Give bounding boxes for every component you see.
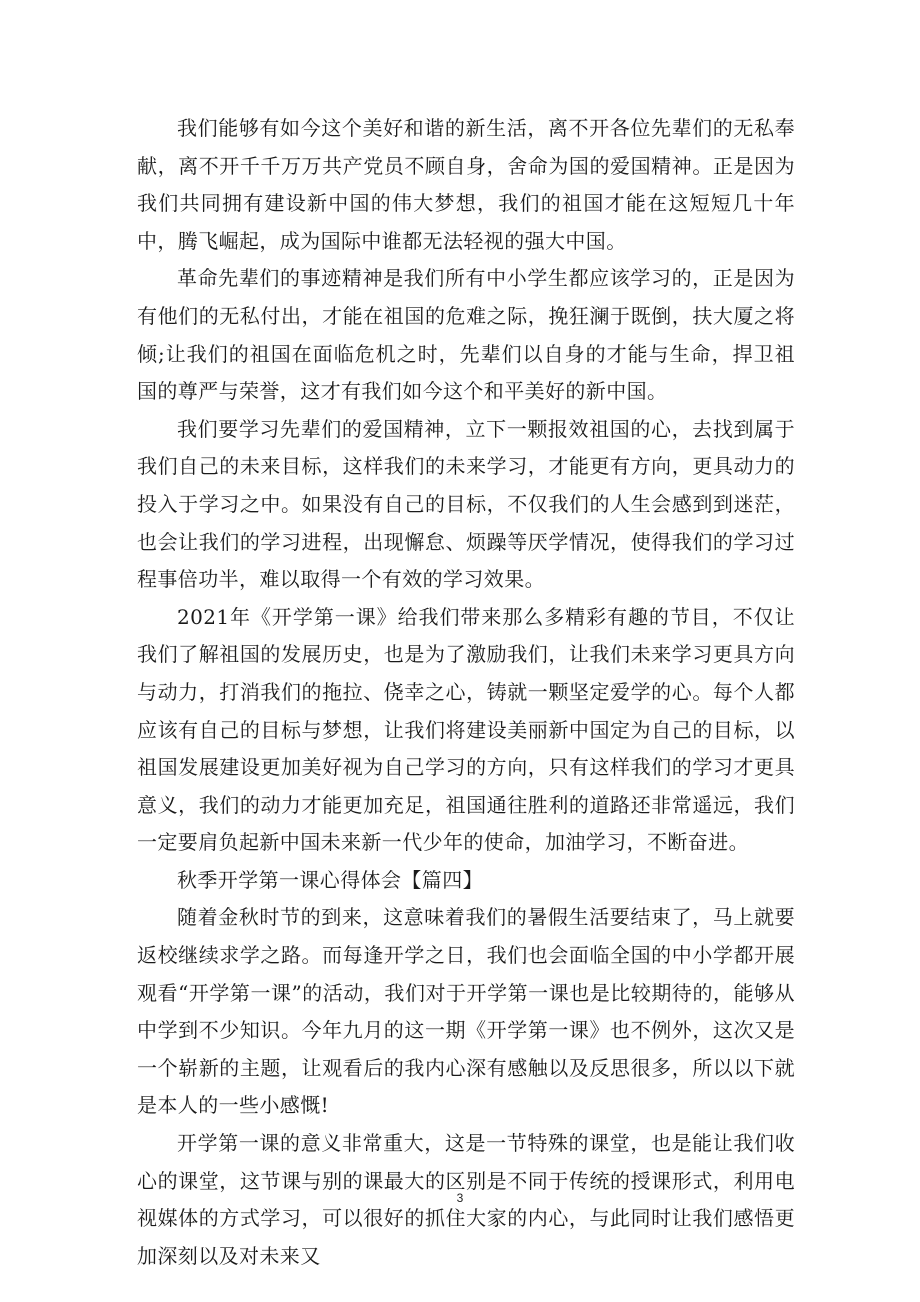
paragraph: 革命先辈们的事迹精神是我们所有中小学生都应该学习的，正是因为有他们的无私付出，才能在祖国的危难之际，挽狂澜于既倒，扶大厦之将倾;让我们的祖国在面临危机之时，先辈们以自身的才能与生命，捍卫祖国的尊严与荣誉，这才有我们如今这个和平美好的新中国。	[137, 266, 795, 404]
paragraph: 开学第一课的意义非常重大，这是一节特殊的课堂，也是能让我们收心的课堂，这节课与别的课最大的区别是不同于传统的授课形式，利用电视媒体的方式学习，可以很好的抓住大家的内心，与此同时让我们感悟更加深刻以及对未来又	[137, 1131, 795, 1268]
page-number: 3	[456, 1191, 464, 1205]
paragraph: 我们要学习先辈们的爱国精神，立下一颗报效祖国的心，去找到属于我们自己的未来目标，这样我们的未来学习，才能更有方向，更具动力的投入于学习之中。如果没有自己的目标，不仅我们的人生会感到到迷茫，也会让我们的学习进程，出现懈怠、烦躁等厌学情况，使得我们的学习过程事倍功半，难以取得一个有效的学习效果。	[137, 416, 795, 592]
paragraph: 2021年《开学第一课》给我们带来那么多精彩有趣的节目，不仅让我们了解祖国的发展历史，也是为了激励我们，让我们未来学习更具方向与动力，打消我们的拖拉、侥幸之心，铸就一颗坚定爱学的心。每个人都应该有自己的目标与梦想，让我们将建设美丽新中国定为自己的目标，以祖国发展建设更加美好视为自己学习的方向，只有这样我们的学习才更具意义，我们的动力才能更加充足，祖国通往胜利的道路还非常遥远，我们一定要肩负起新中国未来新一代少年的使命，加油学习，不断奋进。	[137, 604, 795, 855]
paragraph: 随着金秋时节的到来，这意味着我们的暑假生活要结束了，马上就要返校继续求学之路。而每逢开学之日，我们也会面临全国的中小学都开展观看“开学第一课”的活动，我们对于开学第一课也是比较期待的，能够从中学到不少知识。今年九月的这一期《开学第一课》也不例外，这次又是一个崭新的主题，让观看后的我内心深有感触以及反思很多，所以以下就是本人的一些小感慨!	[137, 905, 795, 1118]
paragraph: 我们能够有如今这个美好和谐的新生活，离不开各位先辈们的无私奉献，离不开千千万万共产党员不顾自身，舍命为国的爱国精神。正是因为我们共同拥有建设新中国的伟大梦想，我们的祖国才能在这短短几十年中，腾飞崛起，成为国际中谁都无法轻视的强大中国。	[137, 116, 795, 253]
document-body	[137, 110, 795, 1275]
section-heading: 秋季开学第一课心得体会【篇四】	[177, 867, 483, 892]
